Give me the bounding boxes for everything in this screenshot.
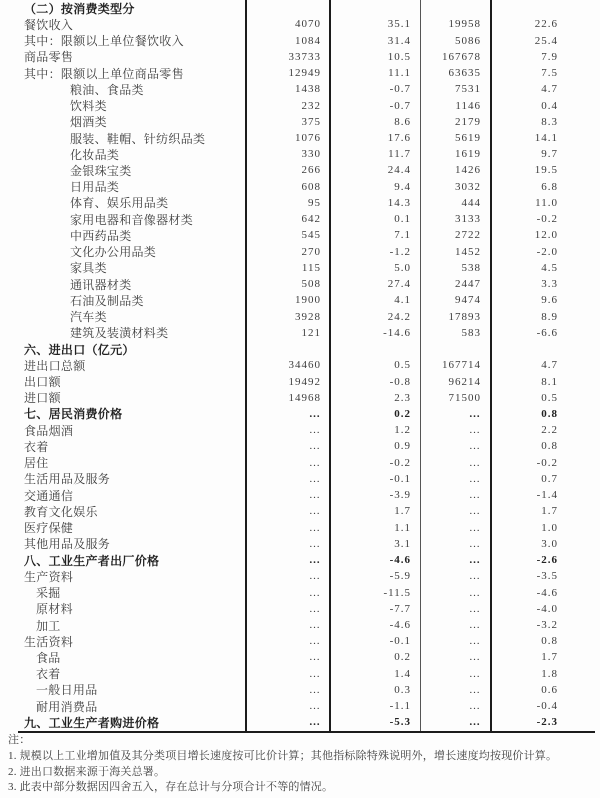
value-cell: -0.1 (329, 471, 420, 487)
row-label: 家用电器和音像器材类 (70, 212, 194, 227)
value-cell: 508 (245, 276, 329, 292)
value-cell: … (420, 584, 490, 600)
value-cell: 1438 (245, 81, 329, 97)
value-cell: 375 (245, 114, 329, 130)
value-cell: 35.1 (329, 16, 420, 32)
value-cell: -3.2 (490, 617, 600, 633)
row-label: 其中：限额以上单位商品零售 (24, 66, 184, 81)
value-cell: … (245, 487, 329, 503)
value-cell: 2179 (420, 114, 490, 130)
value-cell: -0.2 (490, 211, 600, 227)
value-cell: … (420, 422, 490, 438)
value-cell: … (420, 552, 490, 568)
value-cell: 0.3 (329, 682, 420, 698)
value-cell (490, 341, 600, 357)
table-row (0, 633, 600, 649)
value-cell: -0.2 (329, 455, 420, 471)
table-row (0, 130, 600, 146)
value-cell: 1426 (420, 162, 490, 178)
value-cell: … (245, 471, 329, 487)
value-cell: 3032 (420, 179, 490, 195)
row-label: 汽车类 (70, 310, 107, 325)
value-cell: 11.0 (490, 195, 600, 211)
row-label: 烟酒类 (70, 115, 107, 130)
value-cell: … (420, 487, 490, 503)
value-cell: -2.0 (490, 244, 600, 260)
value-cell: 3928 (245, 308, 329, 324)
value-cell: … (420, 682, 490, 698)
value-cell: 0.5 (329, 357, 420, 373)
value-cell: 7531 (420, 81, 490, 97)
value-cell: … (420, 714, 490, 730)
value-cell: 0.2 (329, 649, 420, 665)
value-cell: 1.1 (329, 520, 420, 536)
value-cell: 95 (245, 195, 329, 211)
value-cell: … (420, 666, 490, 682)
value-cell: 5619 (420, 130, 490, 146)
value-cell: 9474 (420, 292, 490, 308)
value-cell: 583 (420, 325, 490, 341)
value-cell (245, 341, 329, 357)
value-cell (420, 341, 490, 357)
row-label: 进口额 (24, 391, 61, 406)
value-cell: 2722 (420, 227, 490, 243)
row-label: 医疗保健 (24, 521, 74, 536)
table-row (0, 406, 600, 422)
value-cell: 10.5 (329, 49, 420, 65)
value-cell: -2.6 (490, 552, 600, 568)
value-cell: -3.9 (329, 487, 420, 503)
row-label: 金银珠宝类 (70, 163, 132, 178)
value-cell: -0.8 (329, 373, 420, 389)
value-cell: 1.7 (329, 503, 420, 519)
value-cell: 3.0 (490, 536, 600, 552)
value-cell: 22.6 (490, 16, 600, 32)
value-cell: -4.6 (329, 552, 420, 568)
table-row (0, 438, 600, 454)
value-cell: … (420, 471, 490, 487)
table-row (0, 649, 600, 665)
value-cell: 17893 (420, 308, 490, 324)
value-cell: 33733 (245, 49, 329, 65)
value-cell: 19.5 (490, 162, 600, 178)
value-cell: -6.6 (490, 325, 600, 341)
row-label: 文化办公用品类 (70, 245, 157, 260)
table-row (0, 244, 600, 260)
value-cell: 8.6 (329, 114, 420, 130)
value-cell: 7.1 (329, 227, 420, 243)
value-cell: … (245, 536, 329, 552)
value-cell: … (245, 422, 329, 438)
row-label: 其他用品及服务 (24, 537, 111, 552)
row-label: 中西药品类 (70, 228, 132, 243)
value-cell: 14.1 (490, 130, 600, 146)
value-cell (490, 0, 600, 16)
row-label: 一般日用品 (36, 683, 98, 698)
value-cell: 24.4 (329, 162, 420, 178)
value-cell: 96214 (420, 373, 490, 389)
value-cell: -5.3 (329, 714, 420, 730)
row-label: 粮油、食品类 (70, 82, 144, 97)
value-cell: 4.7 (490, 81, 600, 97)
value-cell: -1.2 (329, 244, 420, 260)
table-row (0, 292, 600, 308)
row-label: 商品零售 (24, 50, 74, 65)
row-label: 体育、娱乐用品类 (70, 196, 169, 211)
value-cell: 12.0 (490, 227, 600, 243)
value-cell: 25.4 (490, 32, 600, 48)
table-row (0, 601, 600, 617)
value-cell: 1900 (245, 292, 329, 308)
value-cell: 9.4 (329, 179, 420, 195)
value-cell: 12949 (245, 65, 329, 81)
value-cell: 270 (245, 244, 329, 260)
table-row (0, 520, 600, 536)
row-label: 通讯器材类 (70, 277, 132, 292)
table-row (0, 422, 600, 438)
table-row (0, 682, 600, 698)
table-row (0, 584, 600, 600)
value-cell: 0.7 (490, 471, 600, 487)
value-cell: 1084 (245, 32, 329, 48)
value-cell: 1452 (420, 244, 490, 260)
value-cell: -0.4 (490, 698, 600, 714)
row-label: 采掘 (36, 586, 61, 601)
value-cell: 4.7 (490, 357, 600, 373)
value-cell: … (420, 455, 490, 471)
value-cell: 444 (420, 195, 490, 211)
value-cell: 2.3 (329, 390, 420, 406)
value-cell: -1.1 (329, 698, 420, 714)
value-cell: -4.6 (490, 584, 600, 600)
value-cell: … (420, 438, 490, 454)
value-cell: … (420, 601, 490, 617)
value-cell: 0.5 (490, 390, 600, 406)
value-cell: 0.1 (329, 211, 420, 227)
value-cell: 1.7 (490, 503, 600, 519)
value-cell: … (245, 601, 329, 617)
row-label: 生活资料 (24, 634, 74, 649)
value-cell: -5.9 (329, 568, 420, 584)
value-cell: -0.7 (329, 81, 420, 97)
value-cell: 330 (245, 146, 329, 162)
value-cell: … (420, 633, 490, 649)
row-label: 建筑及装潢材料类 (70, 326, 169, 341)
value-cell: 167678 (420, 49, 490, 65)
value-cell: 167714 (420, 357, 490, 373)
row-label: 居住 (24, 456, 49, 471)
table-row (0, 81, 600, 97)
value-cell: 121 (245, 325, 329, 341)
value-cell: 8.3 (490, 114, 600, 130)
row-label: 家具类 (70, 261, 107, 276)
value-cell: 2447 (420, 276, 490, 292)
value-cell: 1.0 (490, 520, 600, 536)
table-row (0, 357, 600, 373)
value-cell: 11.1 (329, 65, 420, 81)
value-cell: 0.6 (490, 682, 600, 698)
value-cell: 545 (245, 227, 329, 243)
value-cell: 5086 (420, 32, 490, 48)
value-cell (245, 0, 329, 16)
value-cell: 4070 (245, 16, 329, 32)
value-cell: 34460 (245, 357, 329, 373)
value-cell: 6.8 (490, 179, 600, 195)
row-label: 交通通信 (24, 488, 74, 503)
row-label: 衣着 (24, 439, 49, 454)
table-row (0, 487, 600, 503)
value-cell: 266 (245, 162, 329, 178)
value-cell: … (420, 698, 490, 714)
table-row (0, 49, 600, 65)
value-cell: 19492 (245, 373, 329, 389)
table-row (0, 195, 600, 211)
row-label: 食品烟酒 (24, 423, 74, 438)
row-label: 进出口总额 (24, 358, 86, 373)
value-cell: -4.6 (329, 617, 420, 633)
value-cell: … (420, 536, 490, 552)
note-line-1: 1. 规模以上工业增加值及其分类项目增长速度按可比价计算；其他指标除特殊说明外，增长速度均按现价计算。 (8, 749, 558, 762)
value-cell: 0.8 (490, 438, 600, 454)
value-cell: 19958 (420, 16, 490, 32)
value-cell: 5.0 (329, 260, 420, 276)
value-cell: … (245, 584, 329, 600)
value-cell: -2.3 (490, 714, 600, 730)
row-label: 其中：限额以上单位餐饮收入 (24, 34, 184, 49)
value-cell: … (245, 633, 329, 649)
row-label: 衣着 (36, 667, 61, 682)
value-cell: -7.7 (329, 601, 420, 617)
table-row (0, 666, 600, 682)
row-label: 石油及制品类 (70, 293, 144, 308)
table-row (0, 325, 600, 341)
table-row (0, 227, 600, 243)
value-cell: -4.0 (490, 601, 600, 617)
table-row (0, 503, 600, 519)
table-row (0, 276, 600, 292)
table-row (0, 341, 600, 357)
value-cell: 7.5 (490, 65, 600, 81)
row-label: 化妆品类 (70, 147, 120, 162)
row-label: 原材料 (36, 602, 73, 617)
value-cell: 9.7 (490, 146, 600, 162)
value-cell: … (420, 520, 490, 536)
value-cell: … (245, 552, 329, 568)
value-cell: 232 (245, 97, 329, 113)
value-cell: -3.5 (490, 568, 600, 584)
value-cell: … (245, 682, 329, 698)
value-cell: … (245, 520, 329, 536)
table-row (0, 114, 600, 130)
table-row (0, 65, 600, 81)
value-cell: 1.2 (329, 422, 420, 438)
table-row (0, 32, 600, 48)
value-cell: … (245, 714, 329, 730)
value-cell: 538 (420, 260, 490, 276)
table-row (0, 617, 600, 633)
value-cell: 63635 (420, 65, 490, 81)
table-row (0, 308, 600, 324)
row-label: 生活用品及服务 (24, 472, 111, 487)
value-cell: 3133 (420, 211, 490, 227)
value-cell: 0.8 (490, 406, 600, 422)
value-cell: … (245, 503, 329, 519)
value-cell: -0.2 (490, 455, 600, 471)
row-label: 食品 (36, 651, 61, 665)
value-cell: -0.7 (329, 97, 420, 113)
value-cell: … (420, 649, 490, 665)
table-row (0, 455, 600, 471)
value-cell: -14.6 (329, 325, 420, 341)
value-cell: 31.4 (329, 32, 420, 48)
value-cell: … (420, 503, 490, 519)
footnotes-section (8, 733, 596, 796)
row-label: 出口额 (24, 375, 61, 390)
value-cell: … (245, 455, 329, 471)
value-cell: 1146 (420, 97, 490, 113)
value-cell: … (245, 617, 329, 633)
row-label: 服装、鞋帽、针纺织品类 (70, 131, 206, 146)
value-cell: 3.1 (329, 536, 420, 552)
value-cell: 27.4 (329, 276, 420, 292)
value-cell (420, 0, 490, 16)
value-cell: … (245, 568, 329, 584)
row-label: 六、进出口（亿元） (24, 342, 135, 357)
value-cell: 7.9 (490, 49, 600, 65)
table-row (0, 698, 600, 714)
value-cell: … (245, 649, 329, 665)
value-cell: 0.8 (490, 633, 600, 649)
table-row (0, 471, 600, 487)
value-cell: … (420, 617, 490, 633)
value-cell: 1619 (420, 146, 490, 162)
value-cell (329, 0, 420, 16)
table-row (0, 552, 600, 568)
value-cell: … (420, 568, 490, 584)
value-cell: -11.5 (329, 584, 420, 600)
value-cell: 3.3 (490, 276, 600, 292)
value-cell: … (245, 406, 329, 422)
table-row (0, 390, 600, 406)
value-cell: 1.7 (490, 649, 600, 665)
row-label: 加工 (36, 618, 61, 633)
table-row (0, 179, 600, 195)
value-cell: 1076 (245, 130, 329, 146)
row-label: 耐用消费品 (36, 699, 98, 714)
value-cell: 24.2 (329, 308, 420, 324)
value-cell: 4.1 (329, 292, 420, 308)
note-line-2: 2. 进出口数据来源于海关总署。 (8, 765, 166, 778)
row-label: 九、工业生产者购进价格 (24, 715, 160, 730)
table-row (0, 0, 600, 16)
value-cell: … (420, 406, 490, 422)
value-cell: -0.1 (329, 633, 420, 649)
value-cell: 115 (245, 260, 329, 276)
value-cell: 14968 (245, 390, 329, 406)
value-cell (329, 341, 420, 357)
value-cell: 1.8 (490, 666, 600, 682)
value-cell: 608 (245, 179, 329, 195)
table-row (0, 146, 600, 162)
value-cell: … (245, 438, 329, 454)
row-label: 七、居民消费价格 (24, 407, 123, 422)
value-cell: 8.1 (490, 373, 600, 389)
row-label: 教育文化娱乐 (24, 504, 98, 519)
table-row (0, 16, 600, 32)
table-row (0, 260, 600, 276)
table-row (0, 714, 600, 730)
note-line-3: 3. 此表中部分数据因四舍五入，存在总计与分项合计不等的情况。 (8, 781, 334, 794)
row-label: 生产资料 (24, 569, 74, 584)
value-cell: … (245, 698, 329, 714)
row-label: 饮料类 (70, 99, 107, 114)
value-cell: 71500 (420, 390, 490, 406)
value-cell: 0.9 (329, 438, 420, 454)
value-cell: … (245, 666, 329, 682)
table-row (0, 97, 600, 113)
value-cell: 17.6 (329, 130, 420, 146)
table-row (0, 162, 600, 178)
value-cell: 11.7 (329, 146, 420, 162)
value-cell: 642 (245, 211, 329, 227)
value-cell: 2.2 (490, 422, 600, 438)
value-cell: 14.3 (329, 195, 420, 211)
row-label: 餐饮收入 (24, 17, 74, 32)
value-cell: 4.5 (490, 260, 600, 276)
row-label: 日用品类 (70, 180, 120, 195)
row-label: 八、工业生产者出厂价格 (24, 553, 160, 568)
table-row (0, 568, 600, 584)
value-cell: 0.4 (490, 97, 600, 113)
table-row (0, 536, 600, 552)
value-cell: -1.4 (490, 487, 600, 503)
table-row (0, 373, 600, 389)
value-cell: 9.6 (490, 292, 600, 308)
value-cell: 0.2 (329, 406, 420, 422)
row-label: （二）按消费类型分 (24, 1, 135, 16)
value-cell: 8.9 (490, 308, 600, 324)
table-row (0, 211, 600, 227)
notes-label: 注： (8, 734, 31, 746)
value-cell: 1.4 (329, 666, 420, 682)
